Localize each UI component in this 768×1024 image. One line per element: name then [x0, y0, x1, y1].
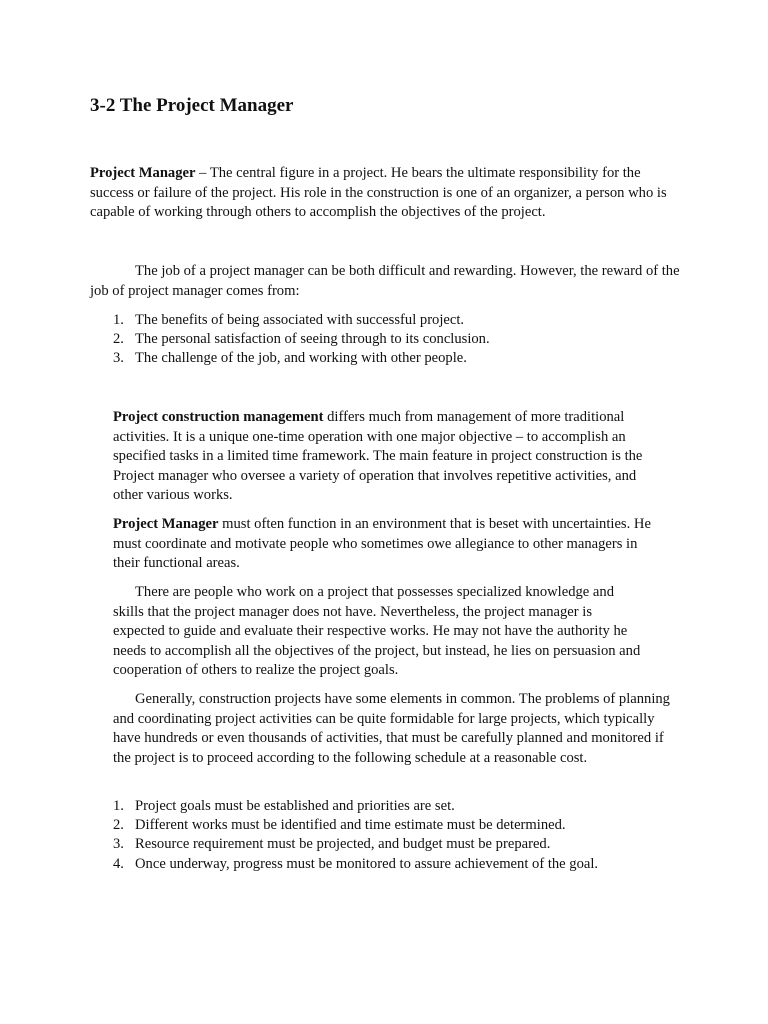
list-item-number: 2. [113, 817, 124, 834]
uncertainties-text: must often function in an environment that is beset with uncertainties. He must coordinate and motivate people who sometimes owe allegiance to other managers in their functional areas. [113, 516, 651, 571]
uncertainties-paragraph [113, 515, 658, 574]
list-item-text: The benefits of being associated with successful project. [135, 312, 465, 328]
specialists-paragraph: There are people who work on a project that possesses specialized knowledge and skills that the project manager does not have. Nevertheless, the project manager is expected to guide and evaluate their respective works. He may not have the authority he needs to accomplish all the objectives of the project, but instead, he lies on persuasion and cooperation of others to realize the project goals. [113, 584, 641, 678]
list-item-text: The personal satisfaction of seeing through to its conclusion. [135, 331, 490, 348]
list-item [113, 330, 490, 349]
construction-management-text: differs much from management of more traditional activities. It is a unique one-time operation with one major objective – to accomplish an specified tasks in a limited time framework. The main feature in project construction is the Project manager who oversee a variety of operation that involves repetitive activities, and other various works. [113, 409, 643, 503]
list-item [113, 855, 598, 874]
list-item [113, 835, 598, 854]
list-item-number: 3. [113, 836, 124, 853]
list-item-number: 4. [113, 855, 124, 872]
uncertainties-term: Project Manager [113, 516, 219, 532]
list-item [113, 816, 598, 835]
construction-management-paragraph [113, 408, 643, 506]
rewards-list [113, 311, 490, 369]
list-item-text: Once underway, progress must be monitored to assure achievement of the goal. [135, 855, 599, 872]
definition-text: – The central figure in a project. He bears the ultimate responsibility for the success or failure of the project. His role in the construction is one of an organizer, a person who is capable of working through others to accomplish the objectives of the project. [90, 165, 667, 220]
definition-paragraph [90, 164, 680, 223]
list-item-number: 1. [113, 312, 124, 328]
reward-intro-paragraph: The job of a project manager can be both difficult and rewarding. However, the reward of the job of project manager comes from: [90, 263, 680, 299]
page-title: 3-2 The Project Manager [90, 95, 294, 116]
list-item-text: Resource requirement must be projected, and budget must be prepared. [135, 836, 551, 853]
construction-management-term: Project construction management [113, 409, 324, 425]
list-item [113, 797, 598, 816]
list-item-number: 2. [113, 331, 124, 348]
list-item-number: 3. [113, 350, 124, 367]
list-item-text: The challenge of the job, and working with other people. [135, 350, 467, 367]
definition-term: Project Manager [90, 165, 196, 181]
list-item-number: 1. [113, 798, 124, 814]
list-item [113, 311, 490, 330]
steps-list [113, 797, 598, 874]
list-item [113, 349, 490, 368]
list-item-text: Project goals must be established and priorities are set. [135, 798, 455, 814]
common-elements-paragraph: Generally, construction projects have some elements in common. The problems of planning and coordinating project activities can be quite formidable for large projects, which typically have hundreds or even thousands of activities, that must be carefully planned and monitored if the project is to proceed according to the following schedule at a reasonable cost. [113, 691, 670, 766]
list-item-text: Different works must be identified and time estimate must be determined. [135, 817, 566, 834]
